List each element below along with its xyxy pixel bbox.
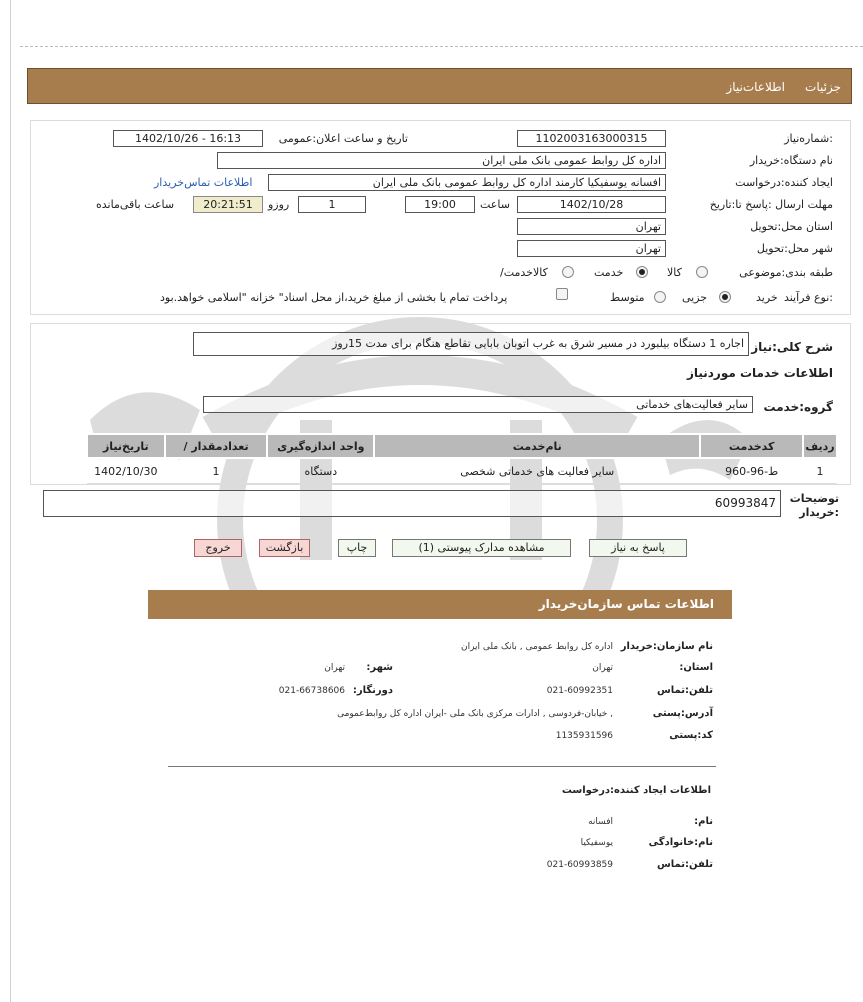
radio-minor[interactable] [719,291,731,303]
requester-title: اطلاعات ایجاد کننده:درخواست [561,785,711,796]
contact-postal-label: کد:پستی [669,730,713,741]
section-divider [168,766,716,767]
contact-province-label: :استان [679,662,713,673]
buyer-notes-field: 60993847 [43,490,781,517]
buyer-org-field: اداره کل روابط عمومی بانک ملی ایران [217,152,666,169]
service-group-field: سایر فعالیت‌های خدماتی [203,396,753,413]
treasury-payment-note: پرداخت تمام یا بخشی از مبلغ خرید،از محل اسناد" خزانه "اسلامی خواهد.بود [160,291,508,304]
exit-button[interactable]: خروج [194,539,242,557]
cell-service-name: سایر فعالیت های خدماتی شخصی [374,458,700,484]
cell-unit: دستگاه [267,458,374,484]
time-label: ساعت [480,198,510,211]
contact-address-label: آدرس:پستی [652,708,713,719]
col-service-code: کدخدمت [700,434,803,458]
buyer-notes-label: توضیحات :خریدار [789,492,839,519]
description-field: اجاره 1 دستگاه بیلبورد در مسیر شرق به غرب اتوبان بابایی تقاطع هنگام برای مدت 15روز [193,332,749,356]
creator-label: ایجاد کننده:درخواست [735,176,833,189]
remaining-time-field: 20:21:51 [193,196,263,213]
option-goods-label: کالا [667,266,682,279]
page-header-bar [27,68,852,104]
org-name-label: نام سازمان:خریدار [620,641,713,652]
requester-phone-value: 021-60993859 [546,860,613,870]
contact-postal-value: 1135931596 [555,731,613,741]
table-header-row [87,434,837,458]
requester-family-label: نام:خانوادگی [648,837,713,848]
days-label: روزو [268,198,290,211]
services-table [86,433,838,484]
province-field: تهران [517,218,666,235]
need-number-field: 1102003163000315 [517,130,666,147]
col-row: ردیف [803,434,837,458]
contact-phone-value: 021-60992351 [546,686,613,696]
table-row [87,458,837,484]
requester-phone-label: تلفن:تماس [656,859,713,870]
option-medium-label: متوسط [610,291,645,304]
treasury-payment-checkbox[interactable] [556,288,568,300]
services-heading: اطلاعات خدمات موردنیاز [686,366,833,380]
buyer-contact-header [148,590,732,619]
back-button[interactable]: بازگشت [259,539,310,557]
option-minor-label: جزیی [682,291,708,304]
requester-name-value: افسانه [588,817,613,827]
requester-name-label: :نام [694,816,713,827]
process-label: نوع فرآیند: [783,291,833,304]
buyer-contact-title: اطلاعات تماس سازمان‌خریدار [538,597,714,611]
city-field: تهران [517,240,666,257]
contact-phone-label: تلفن:تماس [656,685,713,696]
contact-address-value: خیابان-فردوسی , ادارات مرکزی بانک ملی -ایران اداره کل روابط‌عمومی , [337,709,613,719]
col-service-name: نام‌خدمت [374,434,700,458]
col-date: تاریخ‌نیاز [87,434,165,458]
radio-service[interactable] [636,266,648,278]
contact-province-value: تهران [592,663,613,673]
contact-city-label: :شهر [366,662,393,673]
need-number-label: شماره‌نیاز: [784,132,833,145]
option-service-label: خدمت [594,266,624,279]
deadline-time-field: 19:00 [405,196,475,213]
buyer-contact-link[interactable]: اطلاعات تماس‌خریدار [154,176,253,189]
tab-details[interactable]: جزئیات [805,80,841,94]
col-qty: / تعدادمقدار [165,434,268,458]
cell-qty: 1 [165,458,268,484]
announce-label: تاریخ و ساعت اعلان:عمومی [278,132,408,145]
description-label: شرح کلی:نیاز [751,340,833,354]
view-attachments-button[interactable]: مشاهده مدارک پیوستی (1) [392,539,571,557]
contact-city-value: تهران [324,663,345,673]
radio-medium[interactable] [654,291,666,303]
top-dashed-divider [20,46,863,47]
cell-row: 1 [803,458,837,484]
deadline-date-field: 1402/10/28 [517,196,666,213]
reply-button[interactable]: پاسخ به نیاز [589,539,687,557]
requester-family-value: یوسفیکیا [580,838,613,848]
process-buy-label: خرید [756,291,778,304]
service-group-label: گروه:خدمت [763,400,833,414]
print-button[interactable]: چاپ [338,539,376,557]
col-unit: واحد اندازه‌گیری [267,434,374,458]
left-border-line [10,0,11,1002]
buyer-org-label: نام دستگاه:خریدار [749,154,833,167]
creator-field: افسانه یوسفیکیا کارمند اداره کل روابط عمومی بانک ملی ایران [268,174,666,191]
city-label: شهر محل:تحویل [756,242,833,255]
radio-goods[interactable] [696,266,708,278]
radio-goods-service[interactable] [562,266,574,278]
deadline-label: مهلت ارسال :پاسخ تا:تاریخ [709,198,833,211]
need-info-panel [30,120,851,315]
category-label: طبقه بندی:موضوعی [739,266,833,279]
days-field: 1 [298,196,366,213]
option-goods-service-label: /کالاخدمت [500,266,548,279]
announce-date-field: 1402/10/26 - 16:13 [113,130,263,147]
contact-fax-value: 021-66738606 [278,686,345,696]
cell-service-code: ط-96-960 [700,458,803,484]
province-label: استان محل:تحویل [750,220,833,233]
remaining-label: ساعت باقی‌مانده [96,198,175,211]
contact-fax-label: :دورنگار [352,685,393,696]
cell-date: 1402/10/30 [87,458,165,484]
org-name-value: اداره کل روابط عمومی , بانک ملی ایران [460,642,613,652]
tab-need-info[interactable]: اطلاعات‌نیاز [726,80,785,94]
